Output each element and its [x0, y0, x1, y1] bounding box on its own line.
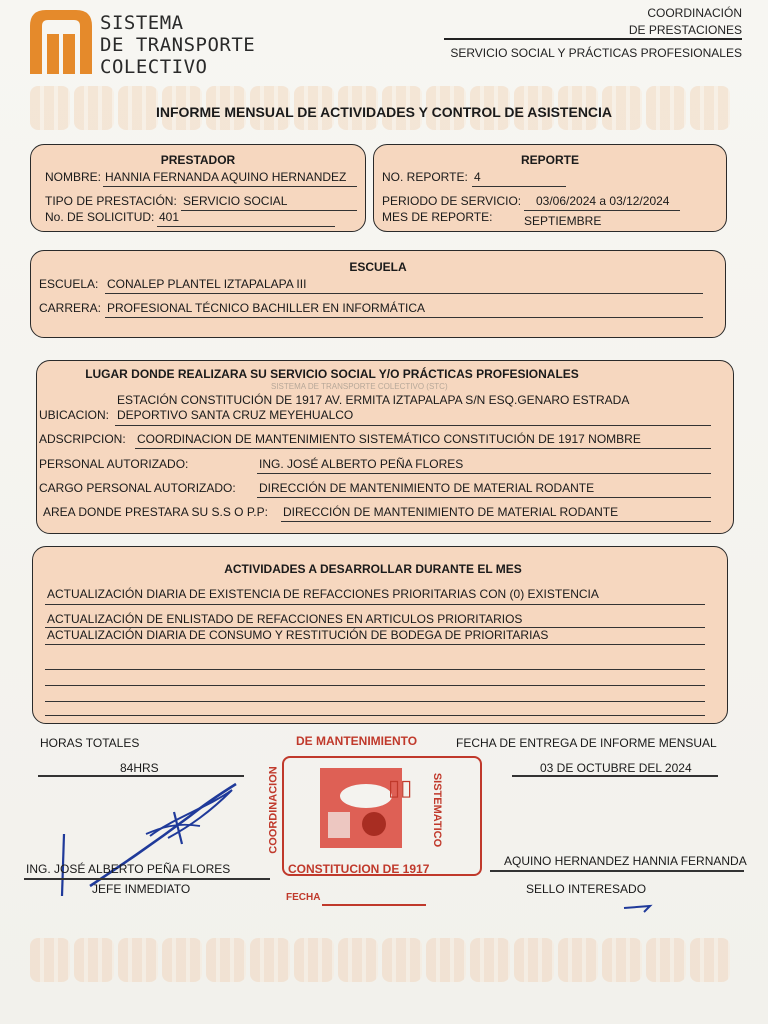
coord-line-2: DE PRESTACIONES — [628, 23, 742, 37]
stamp-fecha-line — [322, 904, 426, 906]
actividad-blank-line — [45, 715, 705, 716]
personal-value: ING. JOSÉ ALBERTO PEÑA FLORES — [259, 457, 464, 471]
fecha-entrega-line — [512, 775, 718, 777]
org-line-1: SISTEMA — [100, 12, 184, 34]
coord-line-1: COORDINACIÓN — [647, 6, 742, 20]
actividad-item: ACTUALIZACIÓN DE ENLISTADO DE REFACCIONES EN ARTICULOS PRIORITARIOS — [47, 612, 523, 626]
cargo-value: DIRECCIÓN DE MANTENIMIENTO DE MATERIAL RODANTE — [259, 481, 595, 495]
department-stamp — [267, 756, 482, 876]
actividades-box — [32, 546, 728, 724]
escuela-box — [30, 250, 726, 338]
ubicacion-line-2: DEPORTIVO SANTA CRUZ MEYEHUALCO — [117, 408, 354, 422]
periodo-label: PERIODO DE SERVICIO: — [382, 194, 522, 208]
ubicacion-underline — [115, 425, 711, 426]
org-line-3: COLECTIVO — [100, 56, 208, 78]
area-underline — [281, 521, 711, 522]
prestador-heading: PRESTADOR — [160, 153, 236, 167]
no-reporte-underline — [472, 186, 566, 187]
security-watermark-bottom — [30, 938, 730, 982]
interesado-name: AQUINO HERNANDEZ HANNIA FERNANDA — [504, 854, 747, 868]
adscripcion-value: COORDINACION DE MANTENIMIENTO SISTEMÁTICO CONSTITUCIÓN DE 1917 NOMBRE — [137, 432, 641, 446]
stamp-bottom-text: CONSTITUCION DE 1917 — [288, 862, 430, 876]
lugar-faint-text: SISTEMA DE TRANSPORTE COLECTIVO (STC) — [271, 382, 448, 391]
mes-label: MES DE REPORTE: — [382, 210, 493, 224]
lugar-box — [36, 360, 734, 534]
interesado-signature-line — [490, 870, 744, 872]
jefe-role: JEFE INMEDIATO — [92, 882, 191, 896]
department: SERVICIO SOCIAL Y PRÁCTICAS PROFESIONALES — [450, 46, 742, 60]
carrera-label: CARRERA: — [39, 301, 102, 315]
adscripcion-underline — [135, 448, 711, 449]
actividades-heading: ACTIVIDADES A DESARROLLAR DURANTE EL MES — [224, 562, 522, 576]
metro-logo-icon — [30, 8, 92, 74]
actividad-underline — [45, 644, 705, 645]
nombre-underline — [103, 186, 357, 187]
fecha-entrega-value: 03 DE OCTUBRE DEL 2024 — [540, 761, 692, 775]
tipo-label: TIPO DE PRESTACIÓN: — [45, 194, 177, 208]
interesado-role: SELLO INTERESADO — [526, 882, 647, 896]
ink-mark-icon — [622, 900, 654, 914]
jefe-signature-line — [24, 878, 270, 880]
no-reporte-value: 4 — [474, 170, 481, 184]
org-name — [100, 12, 255, 78]
org-line-2: DE TRANSPORTE — [100, 34, 256, 56]
nombre-value: HANNIA FERNANDA AQUINO HERNANDEZ — [105, 170, 347, 184]
reporte-heading: REPORTE — [520, 153, 579, 167]
prestador-box — [30, 144, 366, 232]
stamp-number-icon: ▯▯ — [388, 776, 413, 801]
escuela-underline — [105, 293, 703, 294]
tipo-underline — [181, 210, 357, 211]
personal-underline — [257, 473, 711, 474]
horas-label: HORAS TOTALES — [40, 736, 140, 750]
fecha-entrega-label: FECHA DE ENTREGA DE INFORME MENSUAL — [456, 736, 717, 750]
stamp-fecha-label: FECHA — [286, 892, 321, 903]
no-reporte-label: NO. REPORTE: — [382, 170, 468, 184]
personal-label: PERSONAL AUTORIZADO: — [39, 457, 189, 471]
ubicacion-label: UBICACION: — [39, 408, 110, 422]
carrera-value: PROFESIONAL TÉCNICO BACHILLER EN INFORMÁTICA — [107, 301, 426, 315]
tipo-value: SERVICIO SOCIAL — [183, 194, 288, 208]
adscripcion-label: ADSCRIPCION: — [39, 432, 126, 446]
area-value: DIRECCIÓN DE MANTENIMIENTO DE MATERIAL RODANTE — [283, 505, 619, 519]
ubicacion-line-1: ESTACIÓN CONSTITUCIÓN DE 1917 AV. ERMITA IZTAPALAPA S/N ESQ.GENARO ESTRADA — [117, 393, 630, 407]
carrera-underline — [105, 317, 703, 318]
reporte-box — [373, 144, 727, 232]
periodo-underline — [524, 210, 680, 211]
header-rule — [444, 38, 742, 40]
stamp-right-text: SISTEMATICO — [431, 772, 444, 848]
stamp-left-text: COORDINACION — [267, 766, 280, 854]
solicitud-value: 401 — [159, 210, 180, 224]
escuela-label: ESCUELA: — [39, 277, 99, 291]
cargo-underline — [257, 497, 711, 498]
area-label: AREA DONDE PRESTARA SU S.S O P.P: — [43, 505, 268, 519]
actividad-blank-line — [45, 701, 705, 702]
page-title: INFORME MENSUAL DE ACTIVIDADES Y CONTROL DE ASISTENCIA — [155, 104, 613, 120]
lugar-heading: LUGAR DONDE REALIZARA SU SERVICIO SOCIAL Y/O PRÁCTICAS PROFESIONALES — [85, 367, 579, 381]
solicitud-underline — [157, 226, 335, 227]
nombre-label: NOMBRE: — [45, 170, 102, 184]
escuela-value: CONALEP PLANTEL IZTAPALAPA III — [107, 277, 307, 291]
actividad-blank-line — [45, 669, 705, 670]
jefe-name: ING. JOSÉ ALBERTO PEÑA FLORES — [26, 862, 231, 876]
actividad-blank-line — [45, 685, 705, 686]
solicitud-label: No. DE SOLICITUD: — [45, 210, 155, 224]
cargo-label: CARGO PERSONAL AUTORIZADO: — [39, 481, 236, 495]
mes-value: SEPTIEMBRE — [524, 214, 602, 228]
actividad-item: ACTUALIZACIÓN DIARIA DE EXISTENCIA DE REFACCIONES PRIORITARIAS CON (0) EXISTENCIA — [47, 587, 599, 601]
periodo-value: 03/06/2024 a 03/12/2024 — [536, 194, 670, 208]
actividad-item: ACTUALIZACIÓN DIARIA DE CONSUMO Y RESTITUCIÓN DE BODEGA DE PRIORITARIAS — [47, 628, 549, 642]
actividad-underline — [45, 604, 705, 605]
horas-value: 84HRS — [120, 761, 159, 775]
stamp-top-text: DE MANTENIMIENTO — [296, 734, 418, 748]
escuela-heading: ESCUELA — [349, 260, 407, 274]
